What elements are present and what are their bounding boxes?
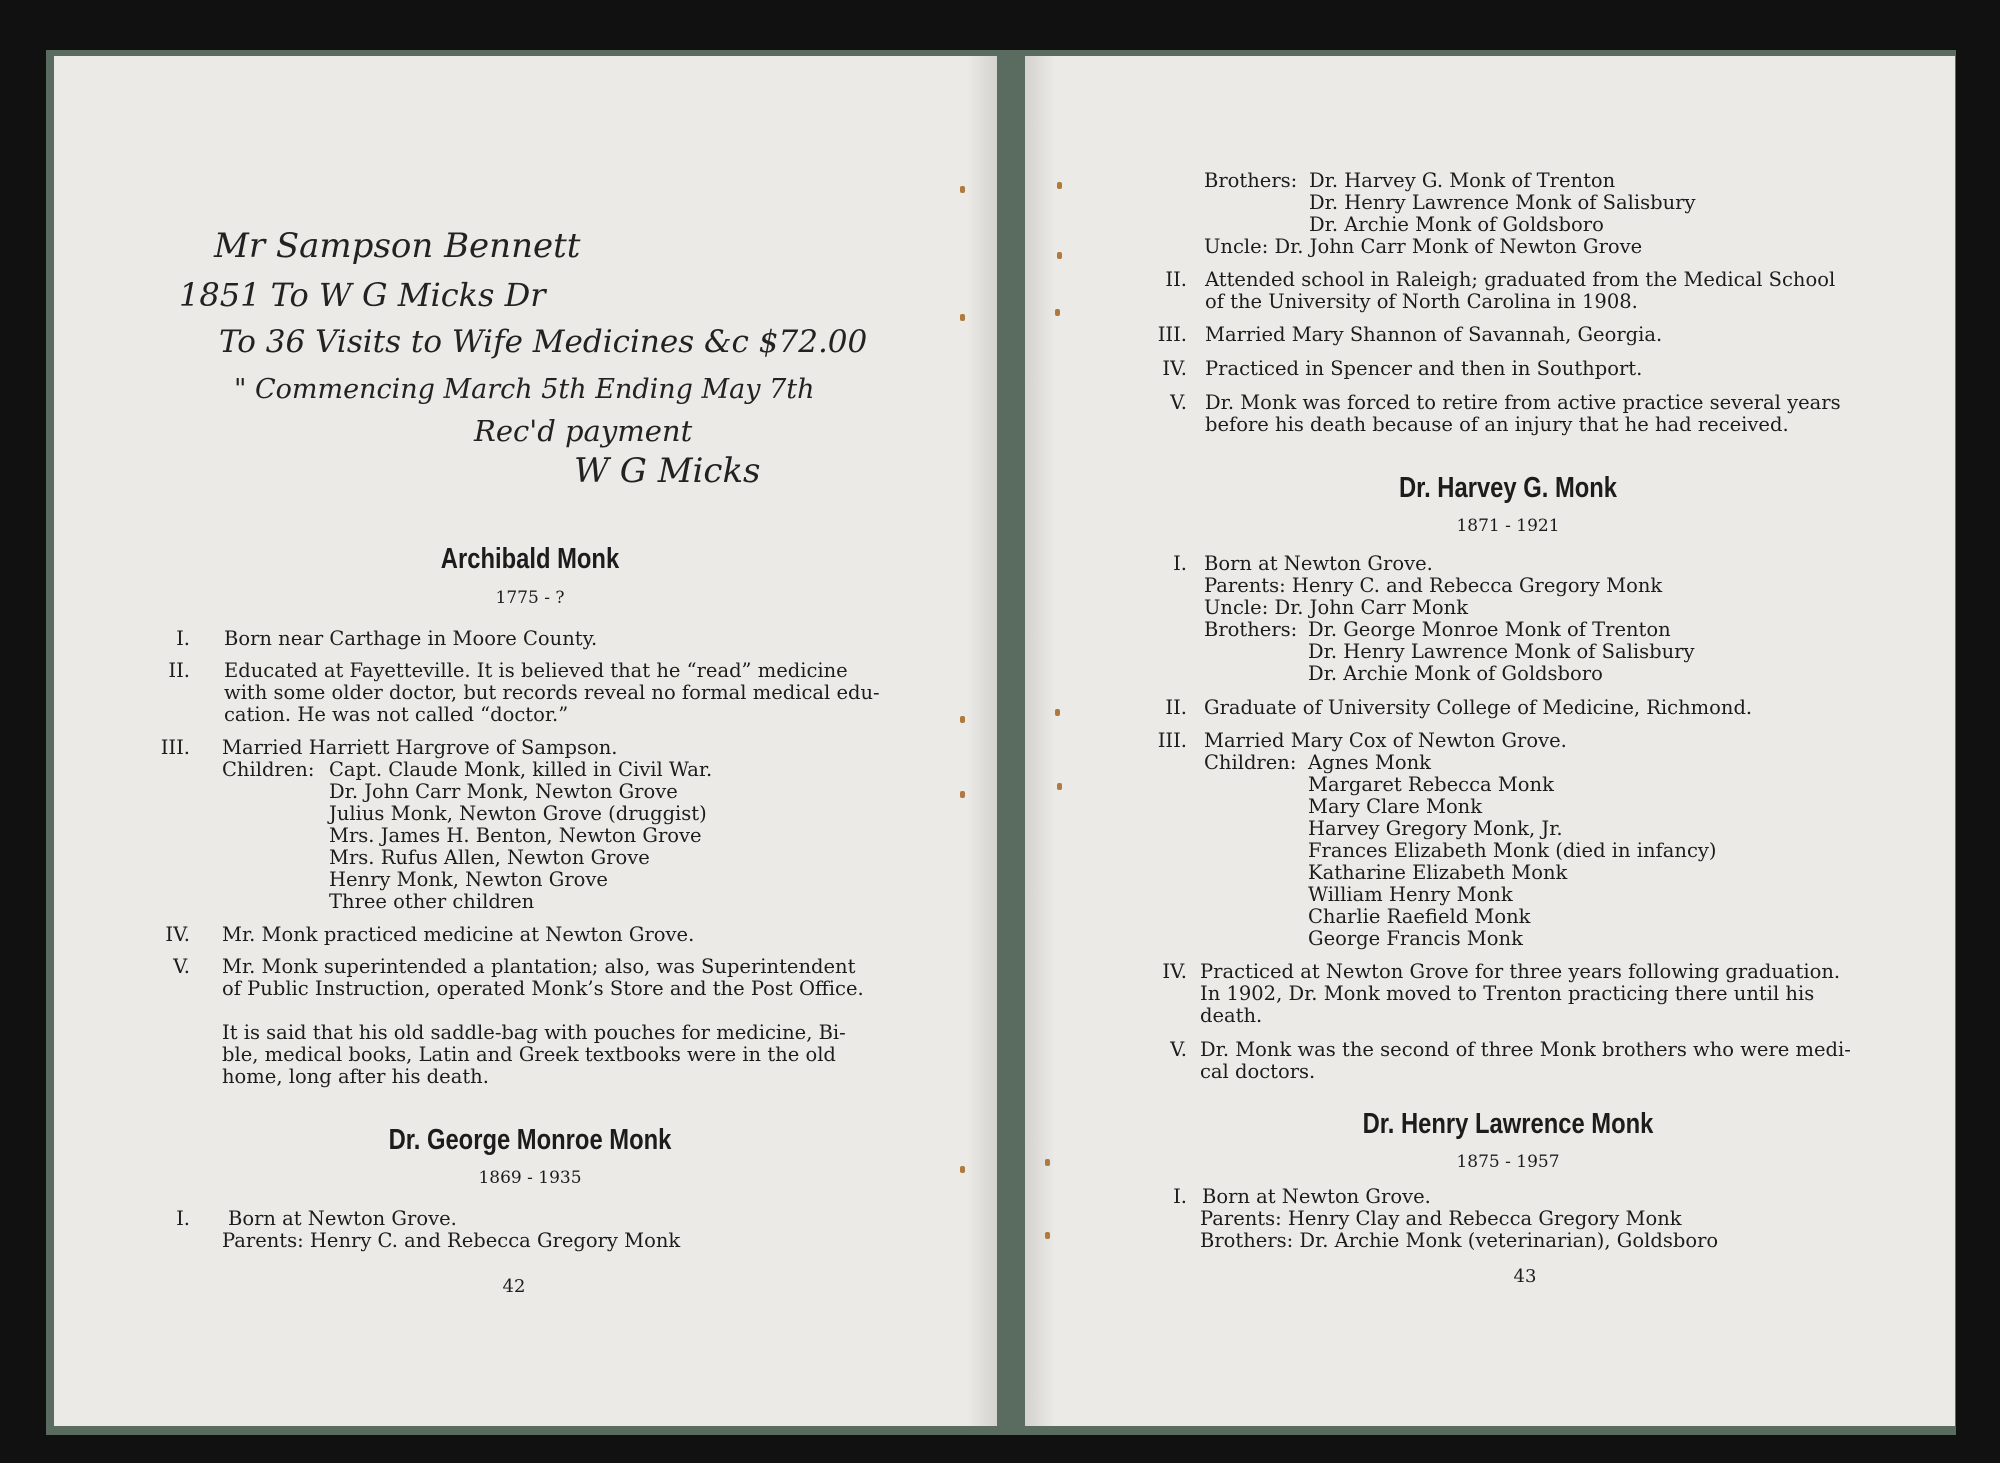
george-dates: 1869 - 1935: [478, 1168, 582, 1188]
binding-hole: [1057, 182, 1062, 189]
child-name: Henry Monk, Newton Grove: [329, 868, 608, 891]
george-item-5-line: Dr. Monk was forced to retire from active practice several years: [1205, 391, 1841, 414]
child-name: Mrs. James H. Benton, Newton Grove: [329, 824, 702, 847]
henry-item-1: Born at Newton Grove.: [1202, 1185, 1431, 1208]
henry-parents: Parents: Henry Clay and Rebecca Gregory Monk: [1200, 1207, 1682, 1230]
child-name: Mrs. Rufus Allen, Newton Grove: [329, 846, 650, 869]
archibald-item-2-line: Educated at Fayetteville. It is believed that he “read” medicine: [224, 659, 848, 682]
binding-hole: [960, 314, 965, 321]
george-item-2-line: Attended school in Raleigh; graduated from the Medical School: [1205, 268, 1836, 291]
item-number: I.: [1173, 1185, 1187, 1208]
brother-name: Dr. Henry Lawrence Monk of Salisbury: [1308, 640, 1695, 663]
harvey-item-1: Born at Newton Grove.: [1204, 552, 1433, 575]
george-item-2-line: of the University of North Carolina in 1908.: [1205, 290, 1638, 313]
child-name: Three other children: [329, 890, 535, 913]
item-number: I.: [176, 627, 190, 650]
child-name: Margaret Rebecca Monk: [1308, 773, 1554, 796]
brother-name: Dr. Harvey G. Monk of Trenton: [1309, 169, 1616, 192]
george-item-1: Born at Newton Grove.: [228, 1207, 457, 1230]
child-name: Katharine Elizabeth Monk: [1308, 861, 1568, 884]
binding-hole: [1057, 783, 1062, 790]
harvey-item-4-line: death.: [1200, 1004, 1263, 1027]
brother-name: Dr. Henry Lawrence Monk of Salisbury: [1309, 191, 1696, 214]
henry-heading: Dr. Henry Lawrence Monk: [1362, 1108, 1654, 1140]
harvey-parents: Parents: Henry C. and Rebecca Gregory Monk: [1204, 574, 1663, 597]
item-number: II.: [1165, 268, 1187, 291]
child-name: Dr. John Carr Monk, Newton Grove: [329, 780, 678, 803]
harvey-item-4-line: Practiced at Newton Grove for three years following graduation.: [1200, 960, 1841, 983]
child-name: Mary Clare Monk: [1308, 795, 1483, 818]
binding-hole: [1055, 709, 1060, 716]
manuscript-line-5: Rec'd payment: [474, 414, 693, 448]
child-name: William Henry Monk: [1308, 883, 1513, 906]
george-item-3: Married Mary Shannon of Savannah, Georgia.: [1205, 323, 1663, 346]
henry-brothers: Brothers: Dr. Archie Monk (veterinarian), Goldsboro: [1200, 1229, 1719, 1252]
binding-hole: [960, 1166, 965, 1173]
item-number: V.: [1170, 1038, 1187, 1061]
manuscript-line-3: To 36 Visits to Wife Medicines &c $72.00: [219, 324, 868, 360]
item-number: III.: [160, 736, 190, 759]
children-label: Children:: [222, 758, 315, 781]
george-uncle: Uncle: Dr. John Carr Monk of Newton Grove: [1204, 235, 1643, 258]
binding-hole: [1055, 309, 1060, 316]
archibald-item-5-line: Mr. Monk superintended a plantation; also, was Superintendent: [222, 955, 856, 978]
item-number: IV.: [165, 923, 190, 946]
item-number: IV.: [1162, 960, 1187, 983]
harvey-uncle: Uncle: Dr. John Carr Monk: [1204, 596, 1469, 619]
binding-hole: [1045, 1232, 1050, 1239]
item-number: II.: [1165, 696, 1187, 719]
archibald-note-line: ble, medical books, Latin and Greek textbooks were in the old: [222, 1043, 836, 1066]
archibald-note-line: It is said that his old saddle-bag with pouches for medicine, Bi-: [222, 1021, 846, 1044]
archibald-item-5-line: of Public Instruction, operated Monk’s Store and the Post Office.: [222, 977, 864, 1000]
archibald-item-4: Mr. Monk practiced medicine at Newton Grove.: [222, 923, 695, 946]
binding-hole: [960, 716, 965, 723]
binding-hole: [960, 791, 965, 798]
item-number: I.: [1173, 552, 1187, 575]
brothers-label: Brothers:: [1204, 169, 1298, 192]
george-heading: Dr. George Monroe Monk: [388, 1124, 672, 1156]
george-item-4: Practiced in Spencer and then in Southport.: [1205, 357, 1643, 380]
child-name: Charlie Raefield Monk: [1308, 905, 1531, 928]
page-number: 42: [502, 1276, 526, 1297]
gutter-shadow: [967, 56, 997, 1426]
child-name: Frances Elizabeth Monk (died in infancy): [1308, 839, 1717, 862]
item-number: III.: [1157, 323, 1187, 346]
brother-name: Dr. Archie Monk of Goldsboro: [1309, 213, 1604, 236]
page-number: 43: [1513, 1266, 1537, 1287]
child-name: Agnes Monk: [1308, 751, 1431, 774]
item-number: III.: [1157, 729, 1187, 752]
harvey-item-2: Graduate of University College of Medicine, Richmond.: [1204, 696, 1753, 719]
manuscript-line-4: " Commencing March 5th Ending May 7th: [234, 374, 815, 405]
right-page: [1025, 56, 1955, 1426]
harvey-item-5-line: Dr. Monk was the second of three Monk brothers who were medi-: [1200, 1038, 1851, 1061]
binding-hole: [1057, 252, 1062, 259]
item-number: I.: [176, 1207, 190, 1230]
manuscript-line-2: 1851 To W G Micks Dr: [179, 276, 546, 314]
henry-dates: 1875 - 1957: [1456, 1152, 1560, 1172]
archibald-dates: 1775 - ?: [495, 588, 565, 608]
harvey-item-5-line: cal doctors.: [1200, 1060, 1316, 1083]
brother-name: Dr. George Monroe Monk of Trenton: [1308, 618, 1671, 641]
george-item-5-line: before his death because of an injury that he had received.: [1205, 413, 1789, 436]
george-parents: Parents: Henry C. and Rebecca Gregory Monk: [222, 1229, 681, 1252]
archibald-heading: Archibald Monk: [440, 543, 620, 575]
harvey-item-4-line: In 1902, Dr. Monk moved to Trenton practicing there until his: [1200, 982, 1815, 1005]
archibald-item-2-line: cation. He was not called “doctor.”: [224, 703, 569, 726]
left-page: [54, 56, 997, 1426]
archibald-note-line: home, long after his death.: [222, 1065, 489, 1088]
archibald-item-3: Married Harriett Hargrove of Sampson.: [222, 736, 618, 759]
binding-hole: [960, 186, 965, 193]
harvey-heading: Dr. Harvey G. Monk: [1398, 472, 1618, 504]
brother-name: Dr. Archie Monk of Goldsboro: [1308, 662, 1603, 685]
binding-hole: [1045, 1159, 1050, 1166]
item-number: IV.: [1162, 357, 1187, 380]
item-number: V.: [1170, 391, 1187, 414]
manuscript-signature: W G Micks: [574, 451, 761, 491]
child-name: Capt. Claude Monk, killed in Civil War.: [329, 758, 713, 781]
child-name: Julius Monk, Newton Grove (druggist): [329, 802, 707, 825]
brothers-label: Brothers:: [1204, 618, 1298, 641]
gutter-shadow: [1025, 56, 1055, 1426]
item-number: II.: [168, 659, 190, 682]
archibald-item-2-line: with some older doctor, but records reveal no formal medical edu-: [224, 681, 880, 704]
archibald-item-1: Born near Carthage in Moore County.: [224, 627, 598, 650]
item-number: V.: [173, 955, 190, 978]
harvey-item-3: Married Mary Cox of Newton Grove.: [1204, 729, 1567, 752]
manuscript-line-1: Mr Sampson Bennett: [214, 226, 581, 266]
harvey-dates: 1871 - 1921: [1456, 516, 1560, 536]
child-name: Harvey Gregory Monk, Jr.: [1308, 817, 1563, 840]
children-label: Children:: [1204, 751, 1297, 774]
child-name: George Francis Monk: [1308, 927, 1523, 950]
